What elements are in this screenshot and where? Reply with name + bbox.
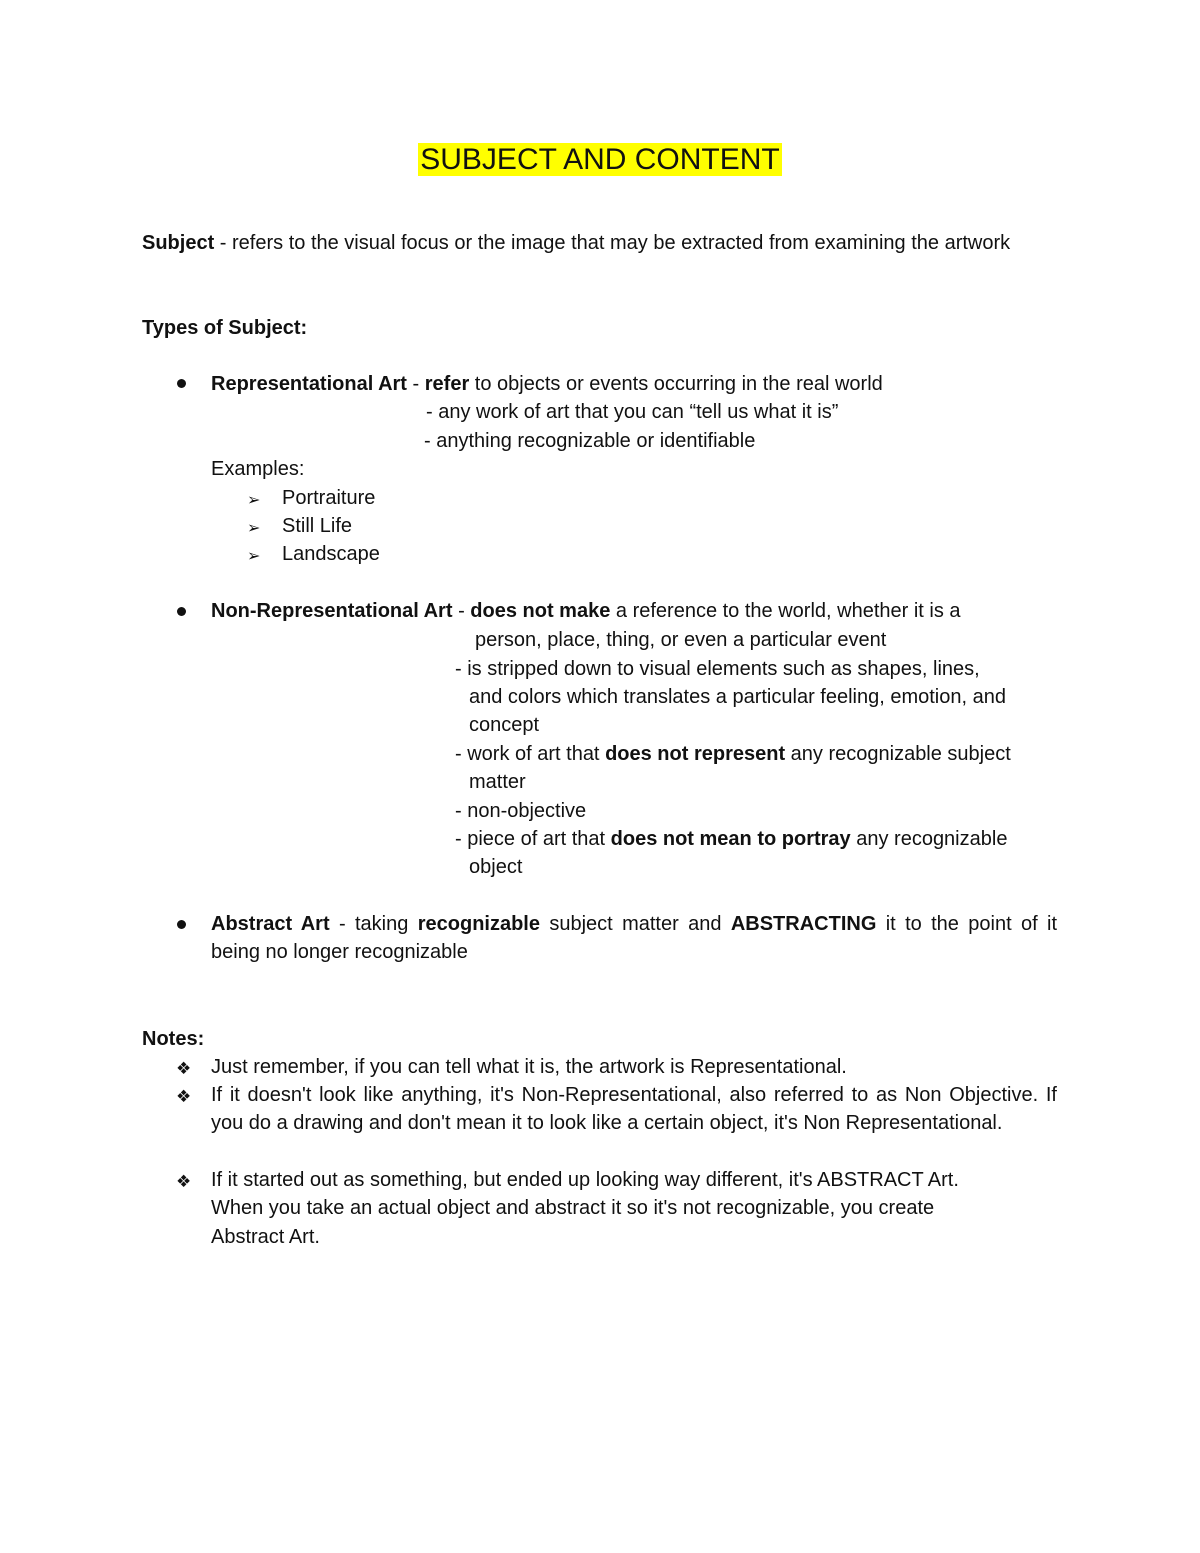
document-title bbox=[0, 140, 1200, 180]
nonrep-point-1-cont: and colors which translates a particular feeling, emotion, and bbox=[469, 686, 1006, 708]
note-item-cont: When you take an actual object and abstract it so it's not recognizable, you create bbox=[211, 1197, 935, 1219]
bullet-dot-icon bbox=[177, 607, 186, 616]
nonrep-point-2: - work of art that does not represent any recognizable subject bbox=[455, 743, 1011, 765]
nonrep-point-4-cont: object bbox=[469, 856, 523, 878]
bullet-dot-icon bbox=[177, 920, 186, 929]
representational-point-2: - anything recognizable or identifiable bbox=[424, 430, 756, 452]
note-item: If it doesn't look like anything, it's Non-Representational, also referred to as Non Objective. If you do a drawing and don't mean it to look like a certain object, it's Non Representational. bbox=[211, 1084, 1057, 1135]
nonrep-heading: Non-Representational Art - does not make a reference to the world, whether it is a bbox=[211, 600, 961, 622]
notes-heading: Notes: bbox=[142, 1028, 205, 1050]
arrow-icon: ➢ bbox=[247, 490, 261, 509]
diamond-icon: ❖ bbox=[176, 1059, 192, 1079]
nonrep-point-4: - piece of art that does not mean to portray any recognizable bbox=[455, 828, 1008, 850]
example-item: Portraiture bbox=[282, 487, 376, 509]
representational-term: Representational Art bbox=[211, 373, 407, 395]
subject-text: - refers to the visual focus or the image that may be extracted from examining the artwork bbox=[214, 232, 1011, 254]
nonrep-point-1: - is stripped down to visual elements such as shapes, lines, bbox=[455, 658, 980, 680]
arrow-icon: ➢ bbox=[247, 518, 261, 537]
note-item: Just remember, if you can tell what it is, the artwork is Representational. bbox=[211, 1056, 847, 1078]
abstract-term: Abstract Art bbox=[211, 913, 330, 935]
representational-heading: Representational Art - refer to objects or events occurring in the real world bbox=[211, 373, 883, 395]
representational-point-1: - any work of art that you can “tell us what it is” bbox=[426, 401, 839, 423]
nonrep-point-3: - non-objective bbox=[455, 800, 587, 822]
note-item-cont: Abstract Art. bbox=[211, 1226, 320, 1248]
diamond-icon: ❖ bbox=[176, 1172, 192, 1192]
nonrep-point-1-cont: concept bbox=[469, 714, 540, 736]
bullet-dot-icon bbox=[177, 379, 186, 388]
nonrep-point-2-cont: matter bbox=[469, 771, 526, 793]
example-item: Still Life bbox=[282, 515, 353, 537]
subject-term: Subject bbox=[142, 232, 215, 254]
abstract-paragraph: Abstract Art - taking recognizable subject matter and ABSTRACTING it to the point of it being no longer recognizable bbox=[211, 913, 1058, 964]
subject-definition bbox=[142, 229, 1057, 257]
title-highlight: SUBJECT AND CONTENT bbox=[420, 143, 780, 176]
nonrep-continuation: person, place, thing, or even a particular event bbox=[475, 629, 887, 651]
examples-label: Examples: bbox=[211, 458, 305, 480]
arrow-icon: ➢ bbox=[247, 546, 261, 565]
example-item: Landscape bbox=[282, 543, 380, 565]
nonrep-term: Non-Representational Art bbox=[211, 600, 453, 622]
diamond-icon: ❖ bbox=[176, 1087, 192, 1107]
types-heading: Types of Subject: bbox=[142, 317, 308, 339]
note-item: If it started out as something, but ended up looking way different, it's ABSTRACT Art. bbox=[211, 1169, 959, 1191]
